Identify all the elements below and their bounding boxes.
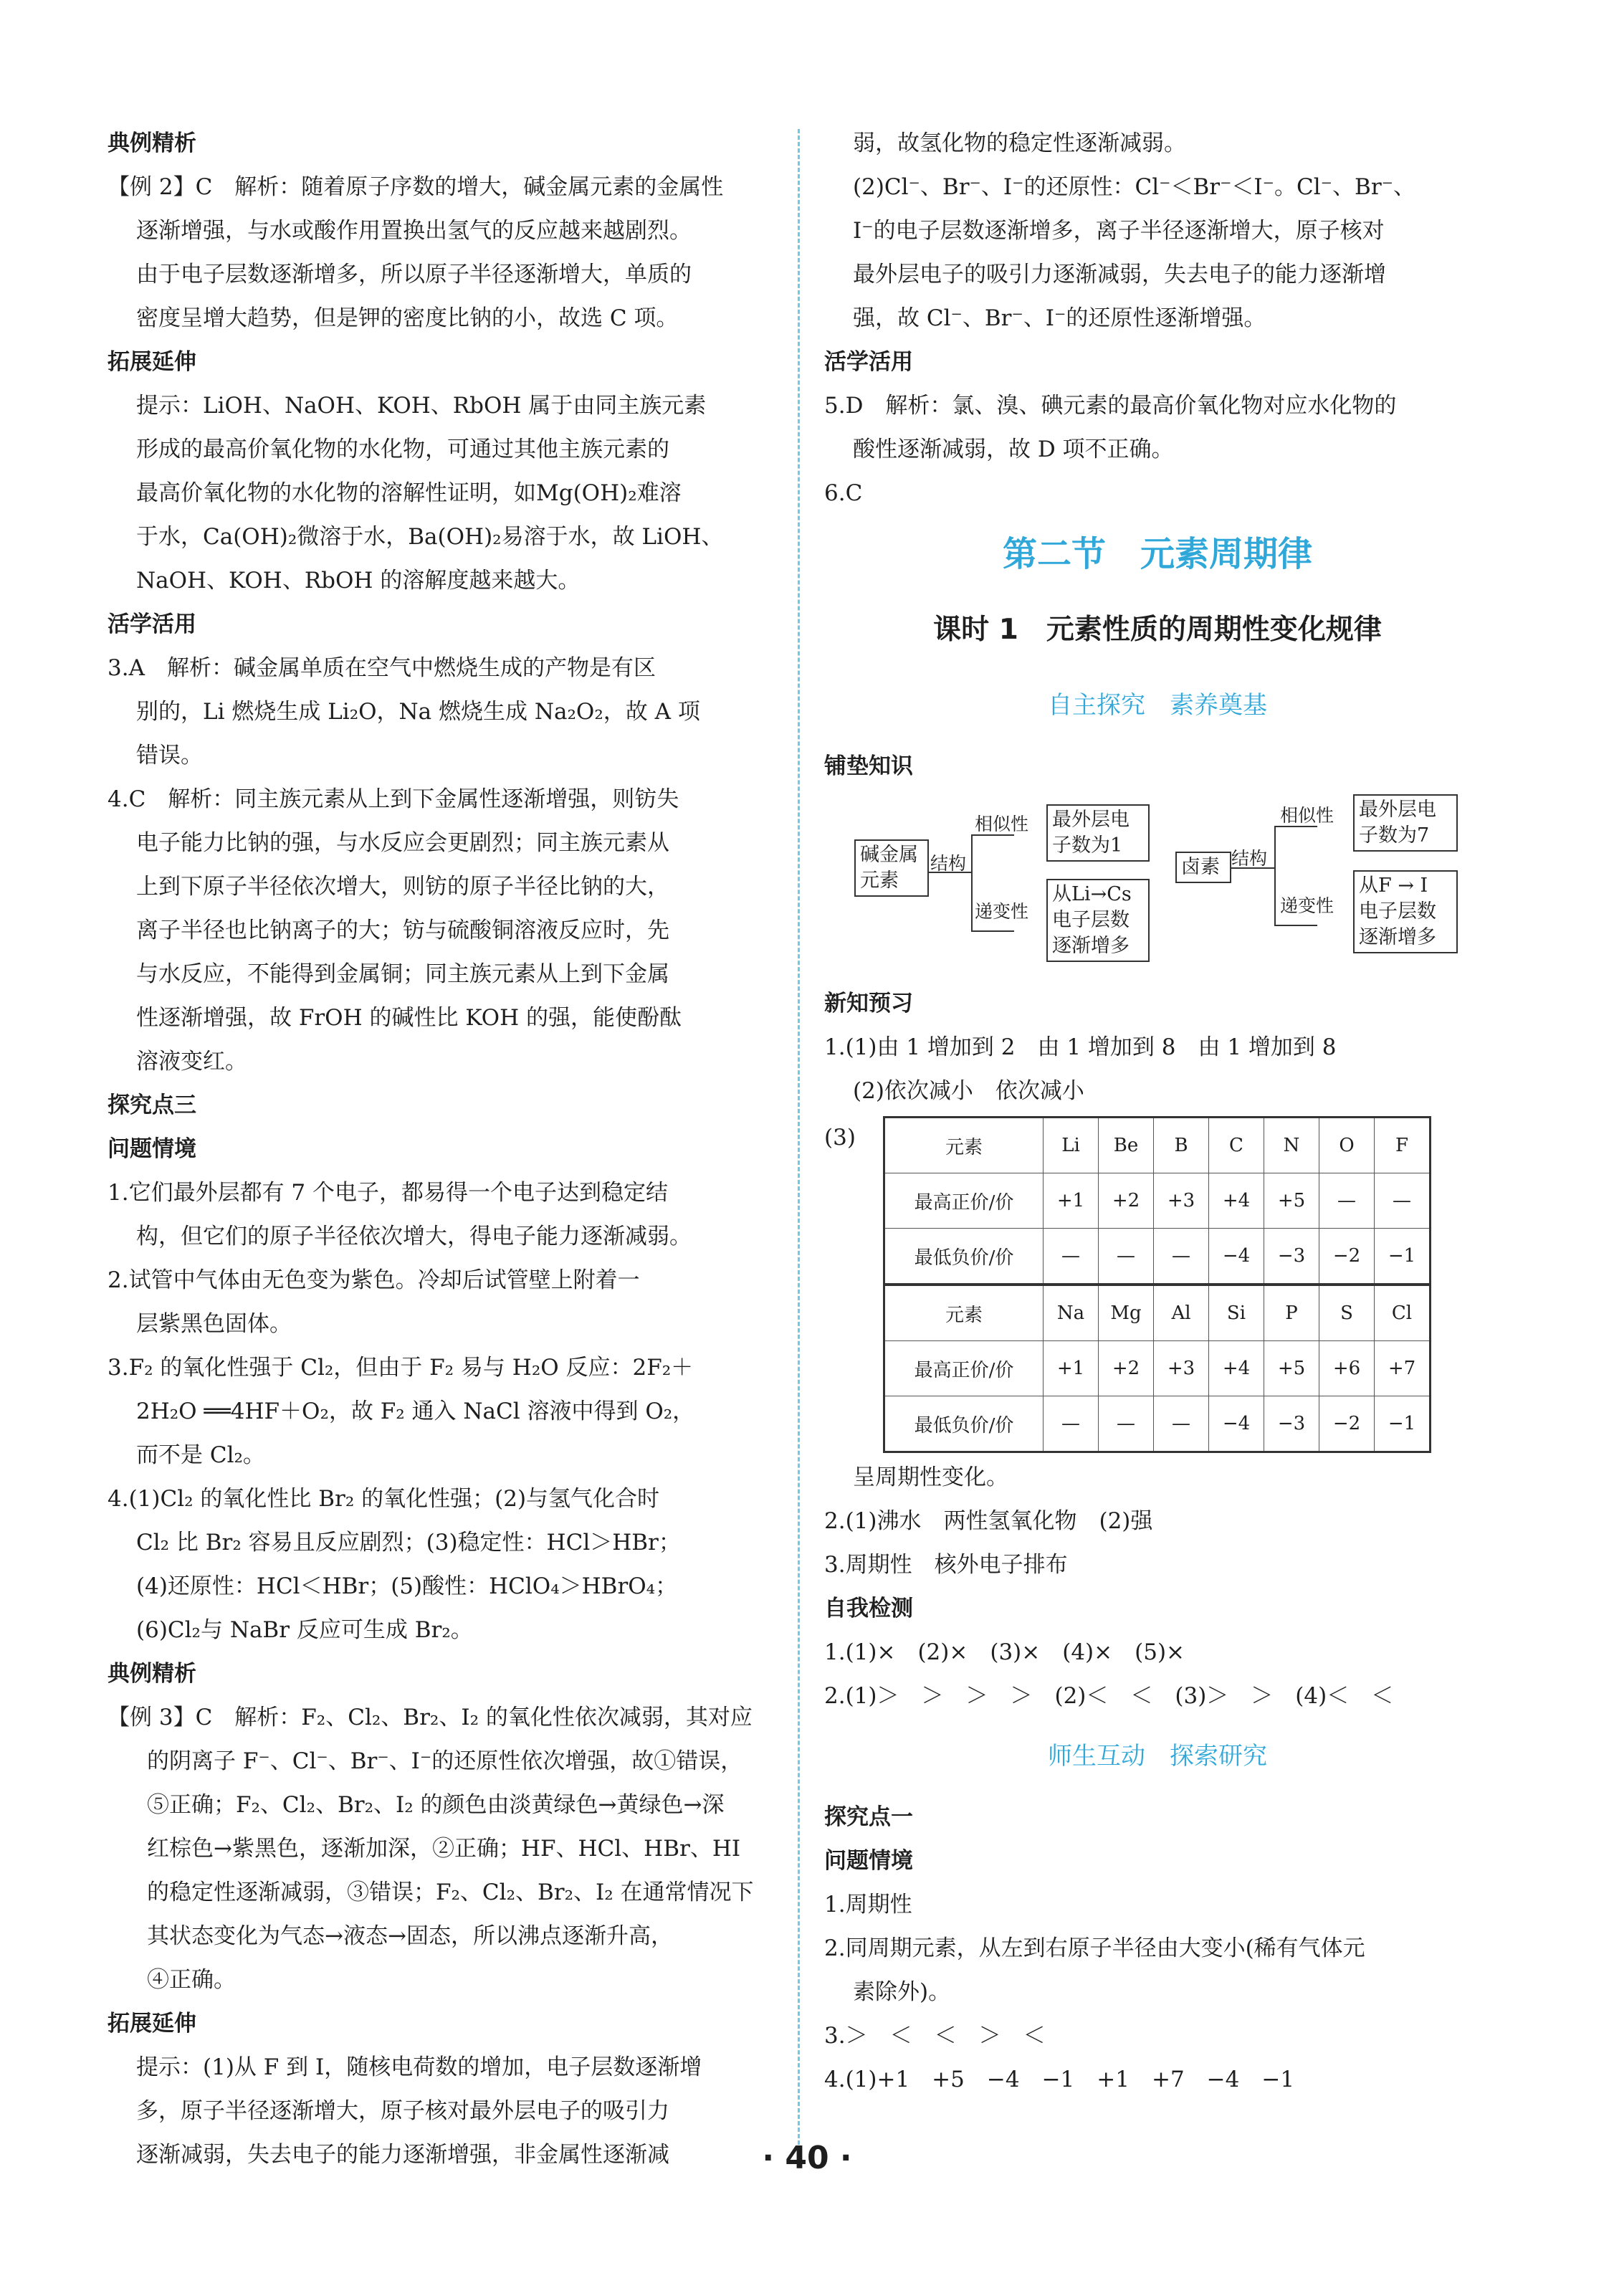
text-line: 2.(1)沸水 两性氢氧化物 (2)强 xyxy=(824,1508,1153,1534)
table-cell: +2 xyxy=(1099,1173,1154,1229)
alkali-trend-box xyxy=(1046,879,1150,962)
text-line: 1.(1)× (2)× (3)× (4)× (5)× xyxy=(824,1639,1185,1665)
text-line: 【例 2】C 解析：随着原子序数的增大，碱金属元素的金属性 xyxy=(108,174,724,200)
text-line: 多，原子半径逐渐增大，原子核对最外层电子的吸引力 xyxy=(136,2098,669,2124)
text-line: 酸性逐渐减弱，故 D 项不正确。 xyxy=(853,437,1174,462)
text-line: 5.D 解析：氯、溴、碘元素的最高价氧化物对应水化物的 xyxy=(824,393,1397,419)
table-cell: Si xyxy=(1209,1285,1264,1341)
text-line: 逐渐减弱，失去电子的能力逐渐增强，非金属性逐渐减 xyxy=(136,2142,669,2168)
table-cell: −2 xyxy=(1319,1229,1375,1285)
text-line: 3.A 解析：碱金属单质在空气中燃烧生成的产物是有区 xyxy=(108,655,656,681)
section-heading: 拓展延伸 xyxy=(108,349,196,375)
text-line: 1.它们最外层都有 7 个电子，都易得一个电子达到稳定结 xyxy=(108,1180,669,1206)
halogen-trend-label: 递变性 xyxy=(1280,895,1334,916)
page-number: · 40 · xyxy=(762,2140,852,2176)
section-heading: 活学活用 xyxy=(824,349,913,375)
self-study-heading: 自主探究 素养奠基 xyxy=(1048,691,1267,720)
text-line: (2)依次减小 依次减小 xyxy=(853,1078,1084,1104)
text-line: 素除外)。 xyxy=(853,1979,951,2005)
table-cell: C xyxy=(1209,1118,1264,1173)
halogen-trend-line-3: 逐渐增多 xyxy=(1359,926,1436,948)
right-column xyxy=(824,122,1491,2102)
alkali-group-line-2: 元素 xyxy=(860,870,899,892)
section-heading: 典例精析 xyxy=(108,1661,196,1687)
row-header-cell: 元素 xyxy=(884,1285,1044,1341)
table-cell: O xyxy=(1319,1118,1375,1173)
valence-table xyxy=(883,1116,1431,1453)
table-cell: +3 xyxy=(1154,1173,1209,1229)
section-heading: 问题情境 xyxy=(108,1136,196,1162)
after-table-answers xyxy=(824,1456,1491,1718)
table-cell: Na xyxy=(1044,1285,1099,1341)
text-line: 呈周期性变化。 xyxy=(853,1464,1008,1490)
text-line: 提示：(1)从 F 到 I，随核电荷数的增加，电子层数逐渐增 xyxy=(136,2054,702,2080)
text-line: (6)Cl₂与 NaBr 反应可生成 Br₂。 xyxy=(136,1617,473,1643)
table-row xyxy=(884,1341,1431,1396)
alkali-similarity-line-2: 子数为1 xyxy=(1052,834,1123,857)
text-line: ④正确。 xyxy=(147,1967,236,1993)
text-line: 层紫黑色固体。 xyxy=(136,1311,292,1337)
table-cell: −1 xyxy=(1375,1229,1431,1285)
text-line: 溶液变红。 xyxy=(136,1049,247,1075)
interaction-heading: 师生互动 探索研究 xyxy=(1048,1742,1267,1771)
halogen-trend-line-1: 从F → I xyxy=(1359,875,1428,897)
column-divider xyxy=(798,129,800,2158)
table-cell: +4 xyxy=(1209,1341,1264,1396)
text-line: 2.试管中气体由无色变为紫色。冷却后试管壁上附着一 xyxy=(108,1267,640,1293)
section-title: 第二节 元素周期律 xyxy=(1002,534,1312,574)
halogen-trend-line-2: 电子层数 xyxy=(1359,900,1436,923)
text-line: 【例 3】C 解析：F₂、Cl₂、Br₂、I₂ 的氧化性依次减弱，其对应 xyxy=(108,1705,753,1730)
section-heading: 问题情境 xyxy=(824,1848,913,1874)
table-row xyxy=(884,1118,1431,1173)
text-line: 强，故 Cl⁻、Br⁻、I⁻的还原性逐渐增强。 xyxy=(853,305,1266,331)
halogen-trend-box xyxy=(1353,870,1458,953)
text-line: 而不是 Cl₂。 xyxy=(136,1442,265,1468)
connector xyxy=(1274,925,1317,926)
table-cell: Cl xyxy=(1375,1285,1431,1341)
table-cell: +6 xyxy=(1319,1341,1375,1396)
table-cell: Li xyxy=(1044,1118,1099,1173)
row-header-cell: 最低负价/价 xyxy=(884,1229,1044,1285)
table-cell: N xyxy=(1264,1118,1319,1173)
row-header-cell: 元素 xyxy=(884,1118,1044,1173)
text-line: 与水反应，不能得到金属铜；同主族元素从上到下金属 xyxy=(136,961,669,987)
new-knowledge-heading: 新知预习 xyxy=(824,991,913,1016)
text-line: 离子半径也比钠离子的大；钫与硫酸铜溶液反应时，先 xyxy=(136,918,669,943)
table-cell: Al xyxy=(1154,1285,1209,1341)
text-line: 逐渐增强，与水或酸作用置换出氢气的反应越来越剧烈。 xyxy=(136,218,692,244)
text-line: 别的，Li 燃烧生成 Li₂O，Na 燃烧生成 Na₂O₂，故 A 项 xyxy=(136,699,700,725)
alkali-similarity-box xyxy=(1046,804,1150,862)
text-line: 提示：LiOH、NaOH、KOH、RbOH 属于由同主族元素 xyxy=(136,393,707,419)
table-row xyxy=(884,1173,1431,1229)
table-cell: Mg xyxy=(1099,1285,1154,1341)
alkali-trend-line-3: 逐渐增多 xyxy=(1052,935,1130,957)
text-line: 3.＞ ＜ ＜ ＞ ＜ xyxy=(824,2023,1046,2049)
table-cell: −2 xyxy=(1319,1396,1375,1452)
alkali-similarity-label: 相似性 xyxy=(975,814,1029,834)
text-line: I⁻的电子层数逐渐增多，离子半径逐渐增大，原子核对 xyxy=(853,218,1385,244)
text-line: 1.周期性 xyxy=(824,1892,912,1918)
preview-answers xyxy=(824,1026,1491,1113)
section-heading: 拓展延伸 xyxy=(108,2011,196,2037)
table-item-marker: (3) xyxy=(824,1125,856,1151)
halogen-structure-label: 结构 xyxy=(1231,848,1268,869)
alkali-trend-label: 递变性 xyxy=(975,901,1029,922)
halogen-similarity-line-1: 最外层电 xyxy=(1359,799,1436,821)
table-cell: +5 xyxy=(1264,1341,1319,1396)
text-line: 最高价氧化物的水化物的溶解性证明，如Mg(OH)₂难溶 xyxy=(136,480,682,506)
text-line: 1.(1)由 1 增加到 2 由 1 增加到 8 由 1 增加到 8 xyxy=(824,1034,1337,1060)
text-line: 构，但它们的原子半径依次增大，得电子能力逐渐减弱。 xyxy=(136,1224,692,1249)
text-line: 最外层电子的吸引力逐渐减弱，失去电子的能力逐渐增 xyxy=(853,262,1386,287)
table-cell: +7 xyxy=(1375,1341,1431,1396)
table-cell: +1 xyxy=(1044,1341,1099,1396)
table-cell: — xyxy=(1319,1173,1375,1229)
prep-knowledge-heading: 铺垫知识 xyxy=(824,753,913,779)
table-cell: +2 xyxy=(1099,1341,1154,1396)
halogen-group-label: 卤素 xyxy=(1181,856,1220,878)
table-cell: Be xyxy=(1099,1118,1154,1173)
table-cell: +3 xyxy=(1154,1341,1209,1396)
connector xyxy=(1274,826,1276,925)
halogen-similarity-box xyxy=(1353,794,1458,852)
text-line: 错误。 xyxy=(136,743,203,768)
halogen-similarity-line-2: 子数为7 xyxy=(1359,824,1430,847)
alkali-metal-box xyxy=(854,839,929,897)
alkali-similarity-line-1: 最外层电 xyxy=(1052,809,1130,831)
text-line: 的阴离子 F⁻、Cl⁻、Br⁻、I⁻的还原性依次增强，故①错误， xyxy=(147,1748,743,1774)
right-top-text xyxy=(824,122,1491,515)
text-line: 6.C xyxy=(824,480,863,506)
table-cell: +4 xyxy=(1209,1173,1264,1229)
text-line: 红棕色→紫黑色，逐渐加深，②正确；HF、HCl、HBr、HI xyxy=(147,1836,741,1862)
row-header-cell: 最低负价/价 xyxy=(884,1396,1044,1452)
section-heading: 探究点三 xyxy=(108,1092,196,1118)
text-line: 密度呈增大趋势，但是钾的密度比钠的小，故选 C 项。 xyxy=(136,305,679,331)
table-cell: — xyxy=(1154,1229,1209,1285)
text-line: 其状态变化为气态→液态→固态，所以沸点逐渐升高， xyxy=(147,1923,673,1949)
text-line: 的稳定性逐渐减弱，③错误；F₂、Cl₂、Br₂、I₂ 在通常情况下 xyxy=(147,1880,754,1905)
table-cell: — xyxy=(1375,1173,1431,1229)
valence-table-block xyxy=(824,1116,1491,1453)
text-line: 2.同周期元素，从左到右原子半径由大变小(稀有气体元 xyxy=(824,1935,1365,1961)
table-cell: S xyxy=(1319,1285,1375,1341)
table-row xyxy=(884,1229,1431,1285)
connector xyxy=(971,930,1014,932)
section-heading: 活学活用 xyxy=(108,611,196,637)
table-cell: F xyxy=(1375,1118,1431,1173)
table-cell: −1 xyxy=(1375,1396,1431,1452)
alkali-group-line-1: 碱金属 xyxy=(860,844,918,866)
text-line: 形成的最高价氧化物的水化物，可通过其他主族元素的 xyxy=(136,437,669,462)
table-cell: — xyxy=(1099,1396,1154,1452)
text-line: 性逐渐增强，故 FrOH 的碱性比 KOH 的强，能使酚酞 xyxy=(136,1005,682,1031)
table-cell: — xyxy=(1154,1396,1209,1452)
text-line: 上到下原子半径依次增大，则钫的原子半径比钠的大， xyxy=(136,874,669,900)
alkali-trend-line-1: 从Li→Cs xyxy=(1052,883,1132,905)
text-line: 于水，Ca(OH)₂微溶于水，Ba(OH)₂易溶于水，故 LiOH、 xyxy=(136,524,724,550)
lesson-title: 课时 1 元素性质的周期性变化规律 xyxy=(933,614,1382,646)
table-cell: — xyxy=(1099,1229,1154,1285)
table-cell: +1 xyxy=(1044,1173,1099,1229)
text-line: 2.(1)＞ ＞ ＞ ＞ (2)＜ ＜ (3)＞ ＞ (4)＜ ＜ xyxy=(824,1683,1394,1709)
text-line: (2)Cl⁻、Br⁻、I⁻的还原性：Cl⁻＜Br⁻＜I⁻。Cl⁻、Br⁻、 xyxy=(853,174,1416,200)
halogen-similarity-label: 相似性 xyxy=(1280,805,1334,826)
halogen-box xyxy=(1175,852,1231,883)
table-cell: −3 xyxy=(1264,1229,1319,1285)
table-cell: P xyxy=(1264,1285,1319,1341)
connector xyxy=(971,834,973,930)
text-line: 2H₂O ══4HF＋O₂，故 F₂ 通入 NaCl 溶液中得到 O₂， xyxy=(136,1399,695,1424)
table-cell: — xyxy=(1044,1396,1099,1452)
table-cell: −4 xyxy=(1209,1229,1264,1285)
row-header-cell: 最高正价/价 xyxy=(884,1341,1044,1396)
alkali-structure-label: 结构 xyxy=(930,853,967,874)
text-line: 4.(1)+1 +5 −4 −1 +1 +7 −4 −1 xyxy=(824,2067,1295,2092)
table-cell: B xyxy=(1154,1118,1209,1173)
text-line: 由于电子层数逐渐增多，所以原子半径逐渐增大，单质的 xyxy=(136,262,692,287)
text-line: 电子能力比钠的强，与水反应会更剧烈；同主族元素从 xyxy=(136,830,669,856)
text-line: 4.C 解析：同主族元素从上到下金属性逐渐增强，则钫失 xyxy=(108,786,679,812)
table-cell: −4 xyxy=(1209,1396,1264,1452)
text-line: 弱，故氢化物的稳定性逐渐减弱。 xyxy=(853,130,1186,156)
left-column xyxy=(108,122,774,2177)
text-line: 4.(1)Cl₂ 的氧化性比 Br₂ 的氧化性强；(2)与氢气化合时 xyxy=(108,1486,660,1512)
text-line: Cl₂ 比 Br₂ 容易且反应剧烈；(3)稳定性：HCl＞HBr； xyxy=(136,1530,681,1556)
table-cell: +5 xyxy=(1264,1173,1319,1229)
text-line: NaOH、KOH、RbOH 的溶解度越来越大。 xyxy=(136,568,581,594)
alkali-trend-line-2: 电子层数 xyxy=(1052,909,1130,931)
text-line: ⑤正确；F₂、Cl₂、Br₂、I₂ 的颜色由淡黄绿色→黄绿色→深 xyxy=(147,1792,725,1818)
text-line: 3.F₂ 的氧化性强于 Cl₂，但由于 F₂ 易与 H₂O 反应：2F₂＋ xyxy=(108,1355,694,1381)
section-heading: 探究点一 xyxy=(824,1804,913,1830)
section-heading: 典例精析 xyxy=(108,130,196,156)
text-line: (4)还原性：HCl＜HBr；(5)酸性：HClO₄＞HBrO₄； xyxy=(136,1573,678,1599)
table-cell: — xyxy=(1044,1229,1099,1285)
table-row xyxy=(884,1285,1431,1341)
table-cell: −3 xyxy=(1264,1396,1319,1452)
text-line: 3.周期性 核外电子排布 xyxy=(824,1552,1068,1578)
row-header-cell: 最高正价/价 xyxy=(884,1173,1044,1229)
right-bottom-text xyxy=(824,1796,1491,2102)
group-properties-diagram xyxy=(824,794,1491,973)
table-row xyxy=(884,1396,1431,1452)
section-heading: 自我检测 xyxy=(824,1596,913,1621)
